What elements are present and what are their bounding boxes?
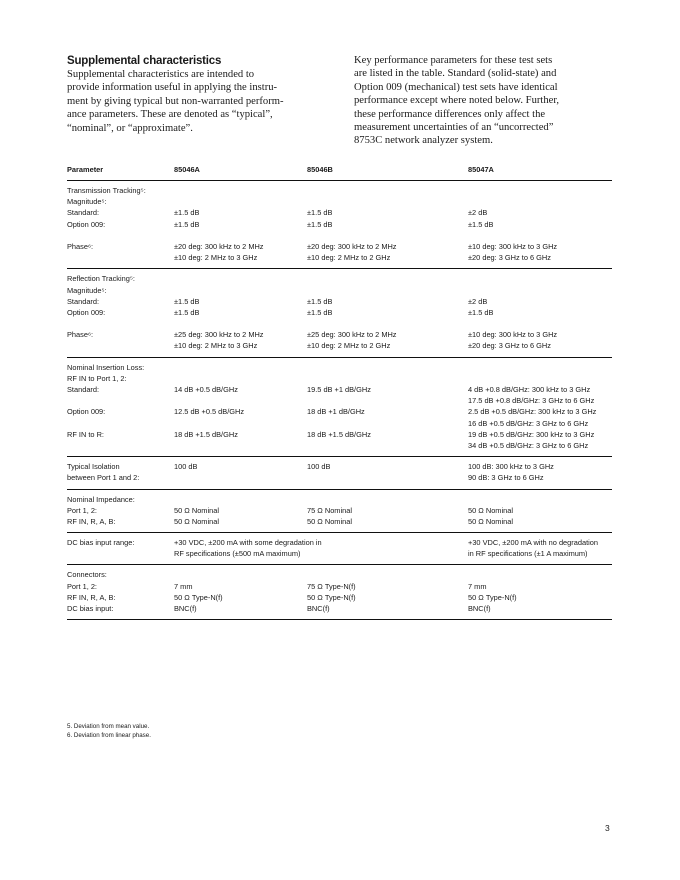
- table-cell: ±1.5 dB: [307, 219, 333, 229]
- text-line: Supplemental characteristics are intended to: [67, 69, 255, 80]
- table-cell: Option 009:: [67, 407, 106, 417]
- table-body: [67, 181, 612, 620]
- table-cell: 100 dB: [174, 462, 198, 472]
- table-cell: Nominal Insertion Loss:: [67, 362, 145, 372]
- table-cell: 75 Ω Type-N(f): [307, 581, 356, 591]
- table-section: [67, 269, 612, 357]
- table-section: [67, 565, 612, 620]
- table-cell: between Port 1 and 2:: [67, 473, 140, 483]
- text-line: provide information useful in applying the instru-: [67, 82, 278, 94]
- table-cell: ±10 deg: 2 MHz to 2 GHz: [307, 341, 391, 351]
- table-cell: 34 dB +0.5 dB/GHz: 3 GHz to 6 GHz: [468, 440, 589, 450]
- text-line: ment by giving typical but non-warranted perform-: [67, 95, 284, 107]
- text-line: 8753C network analyzer system.: [354, 135, 493, 147]
- table-cell: ±20 deg: 3 GHz to 6 GHz: [468, 341, 551, 351]
- table-row: [67, 196, 612, 207]
- table-cell: Port 1, 2:: [67, 581, 97, 591]
- table-cell: ±1.5 dB: [307, 208, 333, 218]
- table-cell: 18 dB +1.5 dB/GHz: [174, 429, 238, 439]
- table-row: [67, 307, 612, 318]
- table-cell: RF IN to R:: [67, 429, 104, 439]
- table-cell: BNC(f): [307, 604, 330, 613]
- table-cell: 18 dB +1.5 dB/GHz: [307, 429, 371, 439]
- table-row: [67, 185, 612, 196]
- table-row: [67, 418, 612, 429]
- table-section: [67, 358, 612, 458]
- table-cell: 50 Ω Nominal: [174, 516, 219, 526]
- table-cell: Connectors:: [67, 570, 107, 580]
- table-cell: 50 Ω Nominal: [468, 516, 513, 526]
- header-parameter: Parameter: [67, 165, 104, 174]
- text-line: “nominal”, or “approximate”.: [67, 122, 193, 134]
- table-row: [67, 505, 612, 516]
- table-row: [67, 329, 612, 340]
- table-cell: Magnitude⁵:: [67, 285, 107, 295]
- table-cell: ±1.5 dB: [307, 307, 333, 317]
- table-cell: ±20 deg: 3 GHz to 6 GHz: [468, 253, 551, 263]
- table-row: [67, 230, 612, 241]
- table-row: [67, 207, 612, 218]
- table-cell: Phase⁶:: [67, 330, 94, 340]
- table-row: [67, 340, 612, 351]
- table-cell: 2.5 dB +0.5 dB/GHz: 300 kHz to 3 GHz: [468, 407, 597, 417]
- table-cell: BNC(f): [174, 604, 197, 613]
- table-cell: RF IN, R, A, B:: [67, 592, 116, 602]
- table-section: [67, 181, 612, 269]
- table-cell: +30 VDC, ±200 mA with some degradation in: [174, 538, 322, 548]
- table-cell: 50 Ω Type-N(f): [174, 592, 223, 602]
- table-cell: ±10 deg: 300 kHz to 3 GHz: [468, 330, 558, 340]
- text-line: performance except where noted below. Further,: [354, 95, 560, 107]
- header-85046b: 85046B: [307, 165, 333, 174]
- table-cell: Phase⁶:: [67, 241, 94, 251]
- table-cell: in RF specifications (±1 A maximum): [468, 549, 588, 559]
- table-row: [67, 362, 612, 373]
- intro-left-column: [67, 54, 335, 135]
- table-row: [67, 461, 612, 472]
- table-cell: 7 mm: [468, 581, 487, 591]
- footnote: 6. Deviation from linear phase.: [67, 732, 151, 739]
- intro-left-paragraph: [67, 68, 335, 135]
- table-row: [67, 296, 612, 307]
- table-cell: RF IN to Port 1, 2:: [67, 373, 127, 383]
- table-cell: 50 Ω Type-N(f): [307, 592, 356, 602]
- table-row: [67, 373, 612, 384]
- table-cell: 50 Ω Nominal: [468, 505, 513, 515]
- specifications-table: [67, 160, 612, 620]
- table-cell: 50 Ω Nominal: [174, 505, 219, 515]
- table-row: [67, 603, 612, 614]
- table-cell: ±1.5 dB: [468, 219, 494, 229]
- table-cell: ±25 deg: 300 kHz to 2 MHz: [307, 330, 397, 340]
- text-line: are listed in the table. Standard (solid-state) and: [354, 68, 557, 80]
- table-cell: ±10 deg: 2 MHz to 2 GHz: [307, 253, 391, 263]
- page-number: 3: [605, 823, 610, 833]
- table-cell: 90 dB: 3 GHz to 6 GHz: [468, 473, 544, 483]
- table-row: [67, 384, 612, 395]
- table-cell: Standard:: [67, 385, 100, 394]
- table-row: [67, 581, 612, 592]
- table-cell: 16 dB +0.5 dB/GHz: 3 GHz to 6 GHz: [468, 418, 589, 428]
- table-cell: ±2 dB: [468, 296, 488, 306]
- table-cell: ±10 deg: 300 kHz to 3 GHz: [468, 241, 558, 251]
- table-cell: 17.5 dB +0.8 dB/GHz: 3 GHz to 6 GHz: [468, 396, 595, 406]
- table-cell: DC bias input range:: [67, 538, 135, 548]
- intro-right-column: [354, 54, 616, 148]
- table-section: [67, 490, 612, 534]
- text-line: these performance differences only affect the: [354, 108, 546, 120]
- table-cell: DC bias input:: [67, 604, 114, 613]
- intro-right-paragraph: [354, 54, 616, 148]
- table-cell: ±1.5 dB: [468, 307, 494, 317]
- table-row: [67, 395, 612, 406]
- table-row: [67, 592, 612, 603]
- table-row: [67, 548, 612, 559]
- table-cell: ±10 deg: 2 MHz to 3 GHz: [174, 341, 258, 351]
- section-heading: Supplemental characteristics: [67, 55, 222, 67]
- table-cell: ±25 deg: 300 kHz to 2 MHz: [174, 330, 264, 340]
- table-cell: RF specifications (±500 mA maximum): [174, 549, 301, 559]
- table-row: [67, 494, 612, 505]
- table-cell: Reflection Tracking⁵:: [67, 274, 135, 284]
- table-cell: 19.5 dB +1 dB/GHz: [307, 385, 371, 394]
- table-cell: 18 dB +1 dB/GHz: [307, 407, 365, 417]
- table-section: [67, 457, 612, 489]
- table-cell: 100 dB: 300 kHz to 3 GHz: [468, 462, 554, 472]
- table-row: [67, 241, 612, 252]
- table-row: [67, 472, 612, 483]
- table-cell: 7 mm: [174, 581, 193, 591]
- table-row: [67, 516, 612, 527]
- footnote: 5. Deviation from mean value.: [67, 723, 150, 730]
- text-line: ance parameters. These are denoted as “typical”,: [67, 109, 273, 121]
- table-cell: RF IN, R, A, B:: [67, 516, 116, 526]
- table-cell: 12.5 dB +0.5 dB/GHz: [174, 407, 245, 417]
- table-cell: 4 dB +0.8 dB/GHz: 300 kHz to 3 GHz: [468, 385, 591, 394]
- table-header-row: [67, 160, 612, 181]
- table-cell: 100 dB: [307, 462, 331, 472]
- text-line: Option 009 (mechanical) test sets have identical: [354, 81, 558, 93]
- table-cell: ±10 deg: 2 MHz to 3 GHz: [174, 253, 258, 263]
- text-line: Key performance parameters for these test sets: [354, 55, 553, 66]
- table-cell: Port 1, 2:: [67, 505, 97, 515]
- table-cell: 75 Ω Nominal: [307, 505, 352, 515]
- table-cell: ±1.5 dB: [174, 208, 200, 218]
- table-cell: ±20 deg: 300 kHz to 2 MHz: [174, 241, 264, 251]
- table-cell: Magnitude⁵:: [67, 197, 107, 207]
- table-cell: Option 009:: [67, 219, 106, 229]
- table-cell: Transmission Tracking⁵:: [67, 186, 146, 195]
- table-cell: ±20 deg: 300 kHz to 2 MHz: [307, 241, 397, 251]
- table-cell: 19 dB +0.5 dB/GHz: 300 kHz to 3 GHz: [468, 429, 595, 439]
- table-row: [67, 406, 612, 417]
- table-row: [67, 440, 612, 451]
- table-cell: Typical Isolation: [67, 462, 120, 472]
- table-cell: 14 dB +0.5 dB/GHz: [174, 385, 238, 394]
- table-cell: +30 VDC, ±200 mA with no degradation: [468, 538, 598, 548]
- table-row: [67, 252, 612, 263]
- table-row: [67, 219, 612, 230]
- text-line: measurement uncertainties of an “uncorrected”: [354, 122, 554, 134]
- table-cell: Option 009:: [67, 307, 106, 317]
- table-cell: BNC(f): [468, 604, 491, 613]
- table-row: [67, 285, 612, 296]
- table-row: [67, 273, 612, 284]
- table-cell: ±2 dB: [468, 208, 488, 218]
- table-cell: ±1.5 dB: [174, 296, 200, 306]
- table-cell: 50 Ω Nominal: [307, 516, 352, 526]
- table-cell: Nominal Impedance:: [67, 494, 135, 504]
- table-row: [67, 569, 612, 580]
- table-row: [67, 537, 612, 548]
- table-row: [67, 318, 612, 329]
- table-cell: ±1.5 dB: [174, 307, 200, 317]
- table-cell: 50 Ω Type-N(f): [468, 592, 517, 602]
- table-row: [67, 429, 612, 440]
- footnotes: [67, 722, 151, 740]
- table-cell: ±1.5 dB: [174, 219, 200, 229]
- header-85047a: 85047A: [468, 165, 494, 174]
- table-cell: Standard:: [67, 208, 100, 218]
- header-85046a: 85046A: [174, 165, 200, 174]
- table-cell: Standard:: [67, 296, 100, 306]
- table-cell: ±1.5 dB: [307, 296, 333, 306]
- table-section: [67, 533, 612, 565]
